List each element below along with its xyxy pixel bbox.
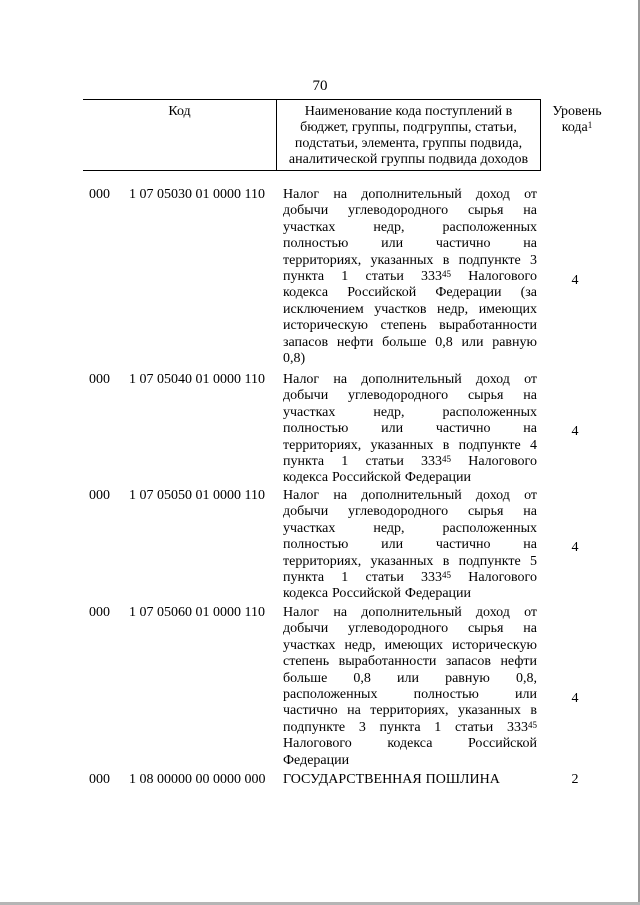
description-word: территориях, (283, 252, 362, 268)
description-line (283, 772, 537, 788)
description-word: в (442, 437, 450, 453)
description-line (283, 470, 537, 486)
header-name-line: подстатьи, элемента, группы подвида, (294, 136, 523, 151)
description-word: углеводородного (348, 504, 449, 520)
description-line (283, 736, 537, 752)
row-level: 4 (571, 273, 579, 288)
description-word: дополнительный (361, 187, 462, 202)
description-word: добычи (283, 203, 329, 219)
description-word: на (523, 236, 537, 252)
description-word: участках (283, 637, 336, 653)
row-code: 1 08 00000 00 0000 000 (129, 772, 266, 787)
description-word: сырья (467, 388, 504, 404)
row-level: 4 (571, 540, 579, 555)
description-line (283, 302, 537, 318)
description-word: 0,8) (283, 351, 306, 367)
description-word: от (524, 605, 537, 620)
description-word: нефти (500, 654, 537, 670)
description-word: Федерации (283, 752, 350, 768)
description-word: ГОСУДАРСТВЕННАЯ (283, 772, 422, 787)
description-word: от (524, 187, 537, 202)
description-word: Федерации (435, 285, 502, 301)
description-word: на (523, 504, 537, 520)
description-line (283, 671, 537, 687)
description-word: расположенных (442, 404, 537, 420)
description-word: историческую (451, 637, 537, 653)
description-word: частично (435, 537, 491, 553)
description-word: Налог (283, 605, 320, 620)
description-word: недр, (437, 301, 469, 317)
description-line (283, 687, 537, 703)
description-word: от (524, 372, 537, 387)
description-word: кодекса (283, 285, 329, 301)
row-description (283, 488, 537, 603)
description-line (283, 753, 537, 769)
description-line (283, 421, 537, 437)
description-line (283, 720, 537, 736)
description-word: на (333, 187, 348, 202)
description-word: больше (382, 334, 427, 350)
description-word: больше (283, 670, 328, 686)
row-description (283, 772, 537, 788)
description-word: пункта (379, 719, 421, 735)
description-word: историческую (283, 318, 369, 334)
description-word: Налогового (283, 736, 352, 752)
row-prefix: 000 (89, 488, 110, 503)
header-name-line: бюджет, группы, подгруппы, статьи, (300, 120, 517, 135)
description-word: добычи (283, 388, 329, 404)
description-line (283, 537, 537, 553)
description-word: Российской (331, 586, 401, 602)
description-line (283, 388, 537, 404)
row-code: 1 07 05050 01 0000 110 (129, 488, 265, 503)
description-word: сырья (467, 203, 504, 219)
description-line (283, 605, 537, 621)
description-line (283, 703, 537, 719)
description-word: указанных (457, 703, 521, 719)
header-name-line: аналитической группы подвида доходов (288, 152, 529, 167)
description-word: Налогового (468, 454, 537, 470)
description-word: полностью (413, 687, 479, 703)
row-description (283, 605, 537, 769)
description-line (283, 570, 537, 586)
description-line (283, 438, 537, 454)
description-line (283, 405, 537, 421)
description-word: Федерации (404, 470, 472, 486)
description-word: 0,8 (353, 670, 371, 686)
description-word: кодекса (283, 586, 329, 602)
description-word: 0,8 (435, 334, 453, 350)
description-line (283, 236, 537, 252)
row-description (283, 372, 537, 487)
header-level-line: Уровень (552, 104, 602, 119)
description-word: полностью (283, 421, 349, 437)
description-word: указанных (370, 553, 434, 569)
superscript: 45 (442, 454, 452, 465)
description-line (283, 220, 537, 236)
description-word: сырья (467, 621, 504, 637)
description-word: на (523, 388, 537, 404)
description-word: добычи (283, 621, 329, 637)
description-word: статьи (365, 454, 404, 470)
header-level-line (562, 120, 593, 136)
description-word: статьи (365, 570, 404, 586)
description-word: 4 (530, 437, 537, 453)
description-word: выработанности (439, 318, 537, 334)
description-word: пункта (283, 454, 325, 470)
description-word: 1 (434, 719, 442, 735)
description-line (283, 554, 537, 570)
description-word: доход (475, 187, 510, 202)
description-word: 1 (341, 570, 349, 586)
description-line (283, 504, 537, 520)
description-word: частично (435, 236, 491, 252)
table-header (83, 99, 602, 171)
superscript: 45 (442, 269, 452, 280)
description-word: территориях, (283, 553, 362, 569)
description-line (283, 318, 537, 334)
description-word: 1 (341, 269, 349, 285)
description-word: $333^{45}$ (421, 454, 452, 470)
description-line (283, 521, 537, 537)
description-word: Налог (283, 372, 320, 387)
description-word: участках (283, 219, 336, 235)
description-word: Налог (283, 488, 320, 503)
header-level-text: кода (561, 120, 588, 135)
description-word: участках (283, 520, 336, 536)
description-word: на (523, 421, 537, 437)
description-word: указанных (370, 437, 434, 453)
description-word: углеводородного (348, 621, 449, 637)
description-word: $333^{45}$ (421, 269, 452, 285)
row-level: 2 (571, 772, 579, 787)
superscript: 45 (442, 570, 452, 581)
description-word: дополнительный (361, 372, 462, 387)
description-word: в (442, 553, 450, 569)
description-word: добычи (283, 504, 329, 520)
header-level (542, 100, 612, 170)
description-line (283, 335, 537, 351)
description-word: $333^{45}$ (421, 570, 452, 586)
header-name-line: Наименование кода поступлений в (304, 104, 513, 119)
description-word: недр, (373, 520, 405, 536)
description-word: указанных (370, 252, 434, 268)
description-word: доход (475, 372, 510, 387)
description-word: подпункте (458, 437, 521, 453)
row-code: 1 07 05060 01 0000 110 (129, 605, 265, 620)
description-word: территориях, (283, 437, 362, 453)
description-word: пункта (283, 269, 325, 285)
row-code: 1 07 05030 01 0000 110 (129, 187, 265, 202)
description-word: сырья (467, 504, 504, 520)
description-word: на (523, 537, 537, 553)
description-word: статьи (454, 719, 494, 735)
description-word: территориях, (370, 703, 449, 719)
description-word: от (524, 488, 537, 503)
description-word: $333^{45}$ (506, 719, 537, 735)
description-word: Российской (331, 470, 401, 486)
description-word: частично (283, 703, 338, 719)
description-word: (за (520, 285, 537, 301)
description-line (283, 488, 537, 504)
description-line (283, 638, 537, 654)
row-level: 4 (571, 424, 579, 439)
description-word: запасов (283, 334, 329, 350)
page-number: 70 (312, 78, 328, 94)
description-word: недр, (344, 637, 376, 653)
description-word: подпункте (458, 553, 521, 569)
description-word: 3 (358, 719, 366, 735)
description-word: выработанности (338, 654, 437, 670)
description-word: на (333, 488, 348, 503)
description-word: ПОШЛИНА (425, 772, 500, 787)
description-word: 0,8, (515, 670, 537, 686)
row-prefix: 000 (89, 605, 110, 620)
description-word: или (397, 670, 419, 686)
description-word: пункта (283, 570, 325, 586)
description-word: на (347, 703, 361, 719)
description-word: или (381, 236, 404, 252)
description-word: нефти (336, 334, 374, 350)
superscript: 45 (527, 719, 537, 730)
description-word: степень (283, 654, 330, 670)
header-name (276, 100, 541, 170)
description-word: 1 (341, 454, 349, 470)
description-word: Российской (347, 285, 417, 301)
description-word: 5 (530, 553, 537, 569)
description-word: расположенных (442, 219, 537, 235)
description-word: или (515, 687, 537, 703)
description-word: расположенных (442, 520, 537, 536)
description-word: в (442, 252, 450, 268)
description-word: дополнительный (361, 605, 462, 620)
description-line (283, 269, 537, 285)
description-word: Налогового (468, 570, 537, 586)
row-level: 4 (571, 691, 579, 706)
description-word: расположенных (283, 687, 378, 703)
description-word: запасов (445, 654, 491, 670)
description-word: исключением (283, 301, 364, 317)
description-word: углеводородного (348, 203, 449, 219)
header-code: Код (168, 104, 191, 119)
description-line (283, 285, 537, 301)
description-word: кодекса (283, 470, 329, 486)
description-word: на (523, 203, 537, 219)
description-word: Налог (283, 187, 320, 202)
row-prefix: 000 (89, 372, 110, 387)
description-word: равную (492, 334, 537, 350)
description-line (283, 621, 537, 637)
description-word: статьи (365, 269, 404, 285)
description-word: подпункте (283, 719, 346, 735)
description-word: частично (435, 421, 491, 437)
description-word: равную (445, 670, 490, 686)
description-word: полностью (283, 236, 349, 252)
description-line (283, 654, 537, 670)
description-line (283, 372, 537, 388)
description-word: на (333, 372, 348, 387)
description-word: Российской (467, 736, 537, 752)
description-word: доход (475, 605, 510, 620)
description-line (283, 253, 537, 269)
description-word: участков (374, 301, 427, 317)
description-word: полностью (283, 537, 349, 553)
description-line (283, 586, 537, 602)
description-word: степень (380, 318, 427, 334)
description-word: или (461, 334, 484, 350)
row-prefix: 000 (89, 187, 110, 202)
description-word: кодекса (387, 736, 433, 752)
description-word: Федерации (404, 586, 472, 602)
description-word: участках (283, 404, 336, 420)
description-word: имеющих (478, 301, 537, 317)
description-word: доход (475, 488, 510, 503)
description-word: или (381, 537, 404, 553)
row-prefix: 000 (89, 772, 110, 787)
description-word: углеводородного (348, 388, 449, 404)
description-word: в (530, 703, 537, 719)
description-word: дополнительный (361, 488, 462, 503)
description-word: Налогового (468, 269, 537, 285)
description-line (283, 203, 537, 219)
row-code: 1 07 05040 01 0000 110 (129, 372, 265, 387)
footnote-marker: 1 (587, 120, 593, 130)
description-word: на (333, 605, 348, 620)
description-line (283, 187, 537, 203)
description-word: имеющих (384, 637, 443, 653)
description-word: недр, (373, 404, 405, 420)
description-word: или (381, 421, 404, 437)
row-description (283, 187, 537, 367)
description-word: 3 (530, 252, 537, 268)
description-word: подпункте (458, 252, 521, 268)
description-line (283, 351, 537, 367)
description-word: на (523, 621, 537, 637)
description-word: недр, (373, 219, 405, 235)
description-line (283, 454, 537, 470)
